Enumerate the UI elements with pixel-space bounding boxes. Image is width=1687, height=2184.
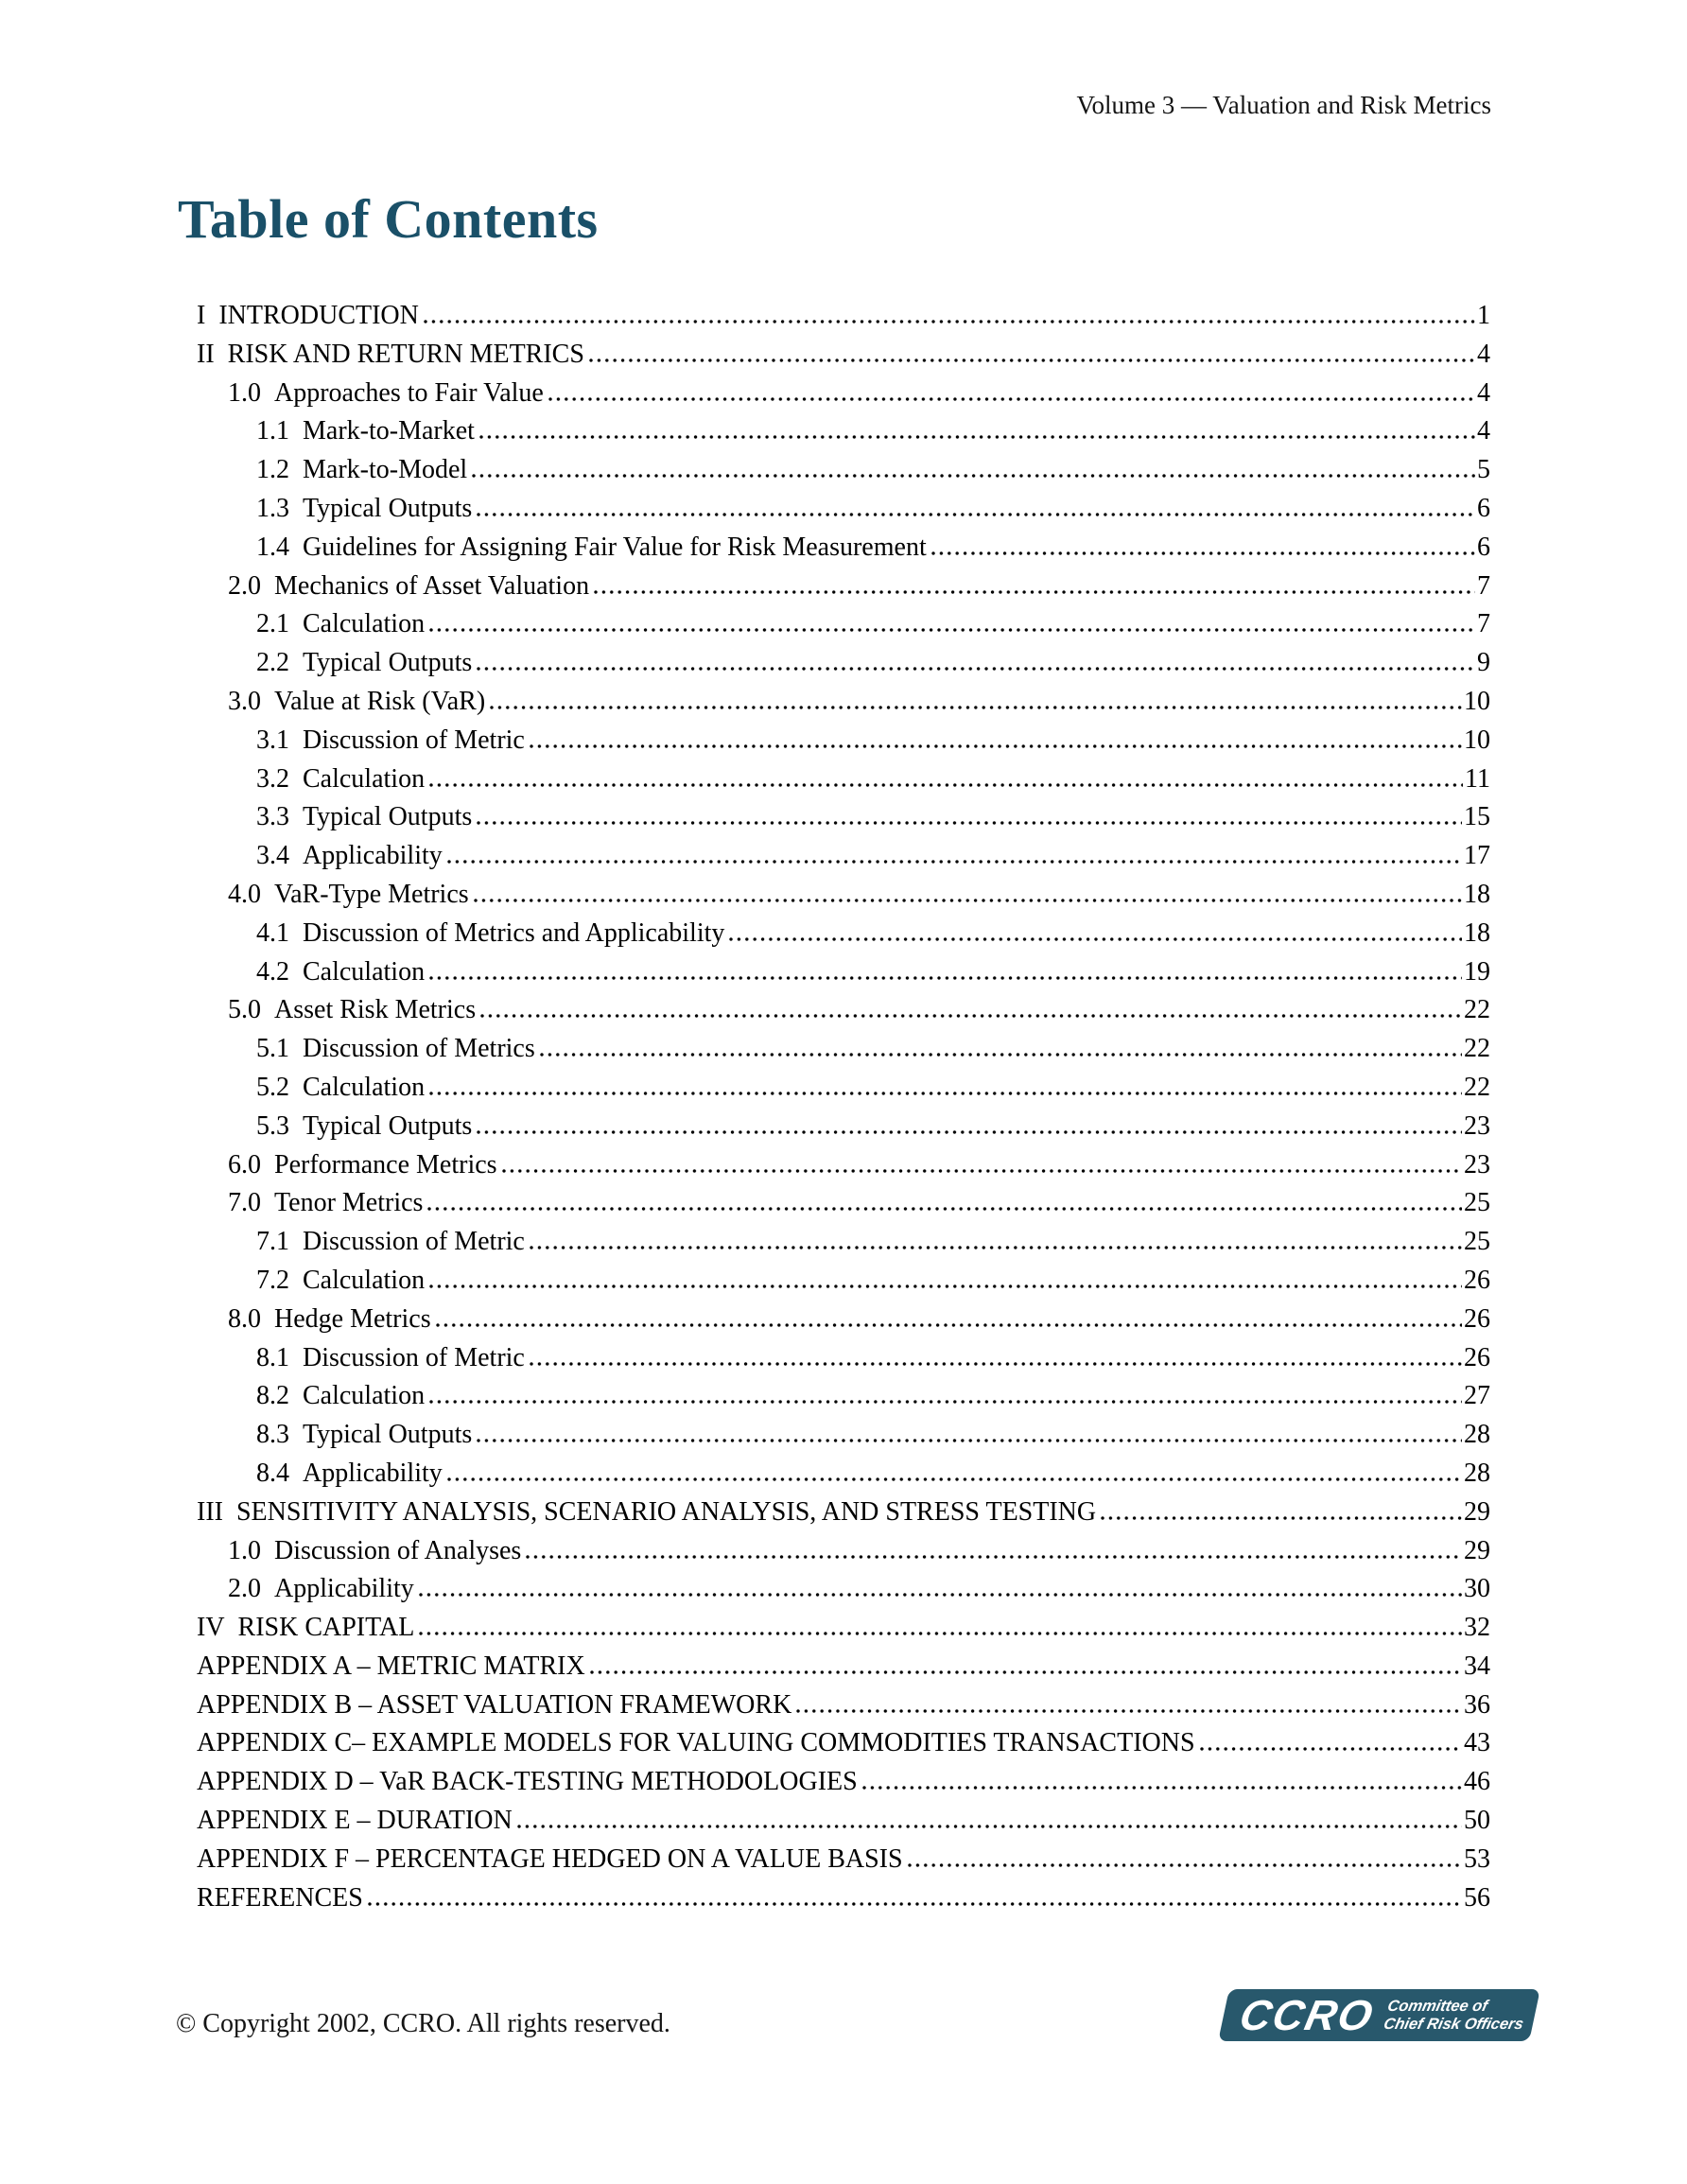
dot-leader <box>427 1207 1462 1211</box>
toc-entry-page: 4 <box>1477 339 1490 369</box>
toc-entry <box>197 687 1490 725</box>
toc-entry <box>197 1651 1490 1690</box>
toc-entry-number: 1.4 <box>256 532 289 562</box>
toc-entry-label: Typical Outputs <box>303 1420 473 1450</box>
toc-entry-page: 29 <box>1464 1496 1490 1527</box>
toc-entry <box>197 1613 1490 1651</box>
dot-leader <box>474 899 1462 902</box>
dot-leader <box>424 320 1475 323</box>
toc-entry-page: 28 <box>1464 1458 1490 1488</box>
toc-entry-page: 15 <box>1464 802 1490 832</box>
toc-entry <box>197 1497 1490 1536</box>
toc-entry-page: 6 <box>1477 532 1490 562</box>
dot-leader <box>436 1323 1462 1327</box>
toc-entry-label: Approaches to Fair Value <box>274 377 544 408</box>
toc-entry-label: Mechanics of Asset Valuation <box>274 570 590 601</box>
toc-entry <box>197 1073 1490 1111</box>
dot-leader <box>429 783 1463 787</box>
toc-entry-number: 1.1 <box>256 416 289 446</box>
ccro-logo-tagline-line2: Chief Risk Officers <box>1382 2015 1525 2033</box>
dot-leader <box>540 1053 1462 1057</box>
toc-entry-label: Discussion of Metric <box>303 725 525 755</box>
toc-entry <box>197 725 1490 764</box>
dot-leader <box>490 706 1462 709</box>
toc-entry-page: 23 <box>1464 1110 1490 1141</box>
toc-entry-page: 10 <box>1464 725 1490 755</box>
toc-entry-page: 27 <box>1464 1381 1490 1411</box>
toc-entry-number: 8.2 <box>256 1381 289 1411</box>
dot-leader <box>477 1439 1462 1442</box>
toc-entry-label: Discussion of Metric <box>303 1342 525 1372</box>
toc-entry-label: Guidelines for Assigning Fair Value for Risk Measurement <box>303 532 927 562</box>
dot-leader <box>530 1246 1462 1249</box>
toc-entry-page: 30 <box>1464 1574 1490 1604</box>
running-header <box>189 91 1491 120</box>
dot-leader <box>931 551 1475 555</box>
toc-entry-label: INTRODUCTION <box>218 301 419 330</box>
dot-leader <box>1101 1516 1462 1520</box>
toc-entry-label: Applicability <box>303 1458 443 1488</box>
toc-entry-number: 2.1 <box>256 609 289 639</box>
toc-entry-label: APPENDIX F – PERCENTAGE HEDGED ON A VALUE BASIS <box>197 1843 903 1874</box>
dot-leader <box>548 397 1475 401</box>
toc-entry-page: 26 <box>1464 1265 1490 1295</box>
toc-entry <box>197 494 1490 533</box>
dot-leader <box>517 1825 1462 1828</box>
toc-entry-page: 22 <box>1464 995 1490 1025</box>
toc-entry <box>197 1111 1490 1150</box>
toc-entry-page: 4 <box>1477 377 1490 408</box>
toc-entry-number: 3.2 <box>256 763 289 794</box>
toc-entry-page: 34 <box>1464 1651 1490 1681</box>
toc-entry-page: 43 <box>1464 1728 1490 1758</box>
toc-entry <box>197 802 1490 841</box>
toc-entry <box>197 880 1490 918</box>
toc-entry <box>197 1690 1490 1729</box>
toc-entry-page: 22 <box>1464 1072 1490 1102</box>
dot-leader <box>479 435 1475 439</box>
toc-entry-label: Calculation <box>303 1265 426 1295</box>
dot-leader <box>594 590 1475 594</box>
toc-entry-label: RISK AND RETURN METRICS <box>227 339 584 369</box>
toc-entry-number: II <box>197 339 215 369</box>
toc-entry-number: 5.0 <box>228 995 261 1025</box>
toc-entry-label: Applicability <box>303 841 443 871</box>
dot-leader <box>477 513 1475 516</box>
dot-leader <box>368 1902 1462 1906</box>
toc-entry-label: APPENDIX D – VaR BACK-TESTING METHODOLOGIES <box>197 1767 858 1797</box>
toc-entry-label: Calculation <box>303 1381 426 1411</box>
toc-entry-number: 1.2 <box>256 455 289 485</box>
toc-entry-page: 26 <box>1464 1303 1490 1334</box>
toc-entry-label: Discussion of Analyses <box>274 1535 522 1565</box>
toc-entry <box>197 918 1490 957</box>
toc-entry-label: Discussion of Metrics <box>303 1034 535 1064</box>
toc-entry <box>197 1459 1490 1497</box>
toc-entry-label: Asset Risk Metrics <box>274 995 477 1025</box>
dot-leader <box>862 1786 1462 1790</box>
toc-entry-page: 11 <box>1465 763 1490 794</box>
toc-entry <box>197 1188 1490 1227</box>
toc-entry-page: 9 <box>1477 648 1490 678</box>
toc-entry-label: Typical Outputs <box>303 648 473 678</box>
ccro-logo-acronym: CCRO <box>1235 1991 1379 2039</box>
dot-leader <box>589 358 1475 362</box>
dot-leader <box>477 667 1475 671</box>
toc-entry-number: 5.3 <box>256 1110 289 1141</box>
toc-entry-page: 18 <box>1464 917 1490 948</box>
dot-leader <box>429 976 1462 980</box>
toc-entry-page: 25 <box>1464 1227 1490 1257</box>
dot-leader <box>419 1593 1462 1597</box>
dot-leader <box>1200 1747 1462 1751</box>
toc-entry <box>197 571 1490 610</box>
dot-leader <box>419 1632 1462 1635</box>
toc-entry-number: 1.0 <box>228 1535 261 1565</box>
toc-entry-label: Value at Risk (VaR) <box>274 686 486 716</box>
toc-entry <box>197 1574 1490 1613</box>
toc-entry-number: 6.0 <box>228 1149 261 1179</box>
toc-entry-label: Applicability <box>274 1574 414 1604</box>
toc-entry-number: 7.0 <box>228 1188 261 1218</box>
dot-leader <box>472 474 1475 478</box>
toc-entry-page: 23 <box>1464 1149 1490 1179</box>
toc-entry <box>197 1266 1490 1304</box>
toc-entry-label: Calculation <box>303 1072 426 1102</box>
copyright-text: © Copyright 2002, CCRO. All rights reserved. <box>176 2009 670 2038</box>
toc-entry-page: 19 <box>1464 956 1490 987</box>
dot-leader <box>530 1362 1462 1366</box>
dot-leader <box>908 1863 1462 1867</box>
toc-entry-page: 56 <box>1464 1882 1490 1913</box>
toc-entry <box>197 1728 1490 1767</box>
table-of-contents <box>197 301 1490 1921</box>
ccro-logo-tagline-line1: Committee of <box>1385 1998 1489 2015</box>
toc-entry <box>197 995 1490 1034</box>
toc-entry <box>197 609 1490 648</box>
toc-entry <box>197 1883 1490 1922</box>
toc-entry <box>197 841 1490 880</box>
toc-entry-label: APPENDIX B – ASSET VALUATION FRAMEWORK <box>197 1689 792 1720</box>
toc-entry-number: 4.1 <box>256 917 289 948</box>
dot-leader <box>480 1014 1462 1018</box>
toc-entry-number: 8.3 <box>256 1420 289 1450</box>
toc-entry <box>197 1304 1490 1343</box>
toc-entry <box>197 1767 1490 1806</box>
dot-leader <box>477 821 1462 825</box>
toc-entry-page: 29 <box>1464 1535 1490 1565</box>
toc-entry-number: 2.2 <box>256 648 289 678</box>
toc-entry <box>197 340 1490 378</box>
toc-entry-label: VaR-Type Metrics <box>274 879 469 909</box>
toc-entry <box>197 957 1490 996</box>
toc-entry-label: Typical Outputs <box>303 1110 473 1141</box>
dot-leader <box>429 1092 1462 1095</box>
toc-entry-page: 4 <box>1477 416 1490 446</box>
toc-entry <box>197 1227 1490 1266</box>
toc-entry-label: Calculation <box>303 763 426 794</box>
toc-entry-page: 10 <box>1464 686 1490 716</box>
toc-entry-number: 8.0 <box>228 1303 261 1334</box>
toc-entry <box>197 1844 1490 1883</box>
running-header-text: Volume 3 — Valuation and Risk Metrics <box>1076 91 1491 119</box>
toc-entry-number: 8.1 <box>256 1342 289 1372</box>
dot-leader <box>729 937 1462 941</box>
toc-entry-page: 53 <box>1464 1843 1490 1874</box>
toc-entry <box>197 378 1490 417</box>
toc-entry <box>197 1034 1490 1073</box>
toc-entry <box>197 764 1490 803</box>
toc-entry-number: 3.1 <box>256 725 289 755</box>
toc-entry-number: I <box>197 301 206 330</box>
toc-entry-label: Discussion of Metric <box>303 1227 525 1257</box>
toc-entry-page: 32 <box>1464 1613 1490 1643</box>
toc-entry-number: III <box>197 1496 223 1527</box>
dot-leader <box>477 1130 1462 1134</box>
toc-entry <box>197 1536 1490 1575</box>
toc-entry-label: Discussion of Metrics and Applicability <box>303 917 725 948</box>
toc-entry-label: Hedge Metrics <box>274 1303 431 1334</box>
toc-entry-label: APPENDIX C– EXAMPLE MODELS FOR VALUING COMMODITIES TRANSACTIONS <box>197 1728 1195 1758</box>
toc-entry <box>197 416 1490 455</box>
toc-entry-number: 3.3 <box>256 802 289 832</box>
dot-leader <box>590 1670 1462 1674</box>
toc-entry-number: 8.4 <box>256 1458 289 1488</box>
dot-leader <box>429 628 1475 632</box>
toc-entry-page: 36 <box>1464 1689 1490 1720</box>
toc-entry-label: SENSITIVITY ANALYSIS, SCENARIO ANALYSIS, AND STRESS TESTING <box>235 1496 1097 1527</box>
toc-entry-page: 7 <box>1477 570 1490 601</box>
toc-entry-label: APPENDIX A – METRIC MATRIX <box>197 1651 585 1681</box>
dot-leader <box>429 1284 1462 1288</box>
toc-entry-page: 46 <box>1464 1767 1490 1797</box>
toc-entry-label: Mark-to-Market <box>303 416 475 446</box>
toc-entry-number: 3.4 <box>256 841 289 871</box>
toc-entry-page: 28 <box>1464 1420 1490 1450</box>
toc-entry-number: IV <box>197 1613 225 1643</box>
dot-leader <box>429 1400 1462 1404</box>
toc-entry-number: 5.1 <box>256 1034 289 1064</box>
page-title: Table of Contents <box>178 188 599 250</box>
dot-leader <box>447 1477 1462 1481</box>
toc-entry-page: 50 <box>1464 1806 1490 1836</box>
toc-entry <box>197 1150 1490 1189</box>
toc-entry-label: Typical Outputs <box>303 493 473 523</box>
toc-entry-label: Tenor Metrics <box>274 1188 424 1218</box>
toc-entry <box>197 1343 1490 1382</box>
toc-entry-number: 1.3 <box>256 493 289 523</box>
toc-entry <box>197 1806 1490 1844</box>
toc-entry-number: 2.0 <box>228 1574 261 1604</box>
toc-entry-page: 5 <box>1477 455 1490 485</box>
toc-entry-label: APPENDIX E – DURATION <box>197 1806 513 1836</box>
toc-entry <box>197 648 1490 687</box>
toc-entry-number: 7.2 <box>256 1265 289 1295</box>
toc-entry-page: 7 <box>1477 609 1490 639</box>
toc-entry-label: Mark-to-Model <box>303 455 468 485</box>
toc-entry-number: 2.0 <box>228 570 261 601</box>
toc-entry-number: 3.0 <box>228 686 261 716</box>
copyright-notice <box>176 2009 670 2039</box>
ccro-logo-tagline <box>1383 1998 1529 2033</box>
toc-entry <box>197 455 1490 494</box>
toc-entry-number: 4.2 <box>256 956 289 987</box>
toc-entry-number: 7.1 <box>256 1227 289 1257</box>
toc-entry <box>197 1420 1490 1459</box>
dot-leader <box>447 860 1462 864</box>
toc-entry-page: 18 <box>1464 879 1490 909</box>
toc-entry-label: REFERENCES <box>197 1882 363 1913</box>
toc-entry-label: Calculation <box>303 956 426 987</box>
ccro-logo <box>1218 1989 1540 2041</box>
toc-entry-page: 1 <box>1477 301 1490 330</box>
toc-entry-page: 25 <box>1464 1188 1490 1218</box>
toc-entry-number: 4.0 <box>228 879 261 909</box>
dot-leader <box>526 1555 1462 1559</box>
toc-entry-label: Calculation <box>303 609 426 639</box>
toc-entry-number: 5.2 <box>256 1072 289 1102</box>
toc-entry-label: RISK CAPITAL <box>237 1613 415 1643</box>
toc-entry-page: 22 <box>1464 1034 1490 1064</box>
toc-entry-page: 6 <box>1477 493 1490 523</box>
dot-leader <box>502 1169 1462 1173</box>
toc-entry-number: 1.0 <box>228 377 261 408</box>
dot-leader <box>530 744 1462 748</box>
toc-entry <box>197 1381 1490 1420</box>
dot-leader <box>796 1709 1462 1713</box>
toc-entry-label: Typical Outputs <box>303 802 473 832</box>
toc-entry <box>197 533 1490 571</box>
toc-entry <box>197 301 1490 340</box>
toc-entry-label: Performance Metrics <box>274 1149 497 1179</box>
toc-entry-page: 26 <box>1464 1342 1490 1372</box>
toc-entry-page: 17 <box>1464 841 1490 871</box>
